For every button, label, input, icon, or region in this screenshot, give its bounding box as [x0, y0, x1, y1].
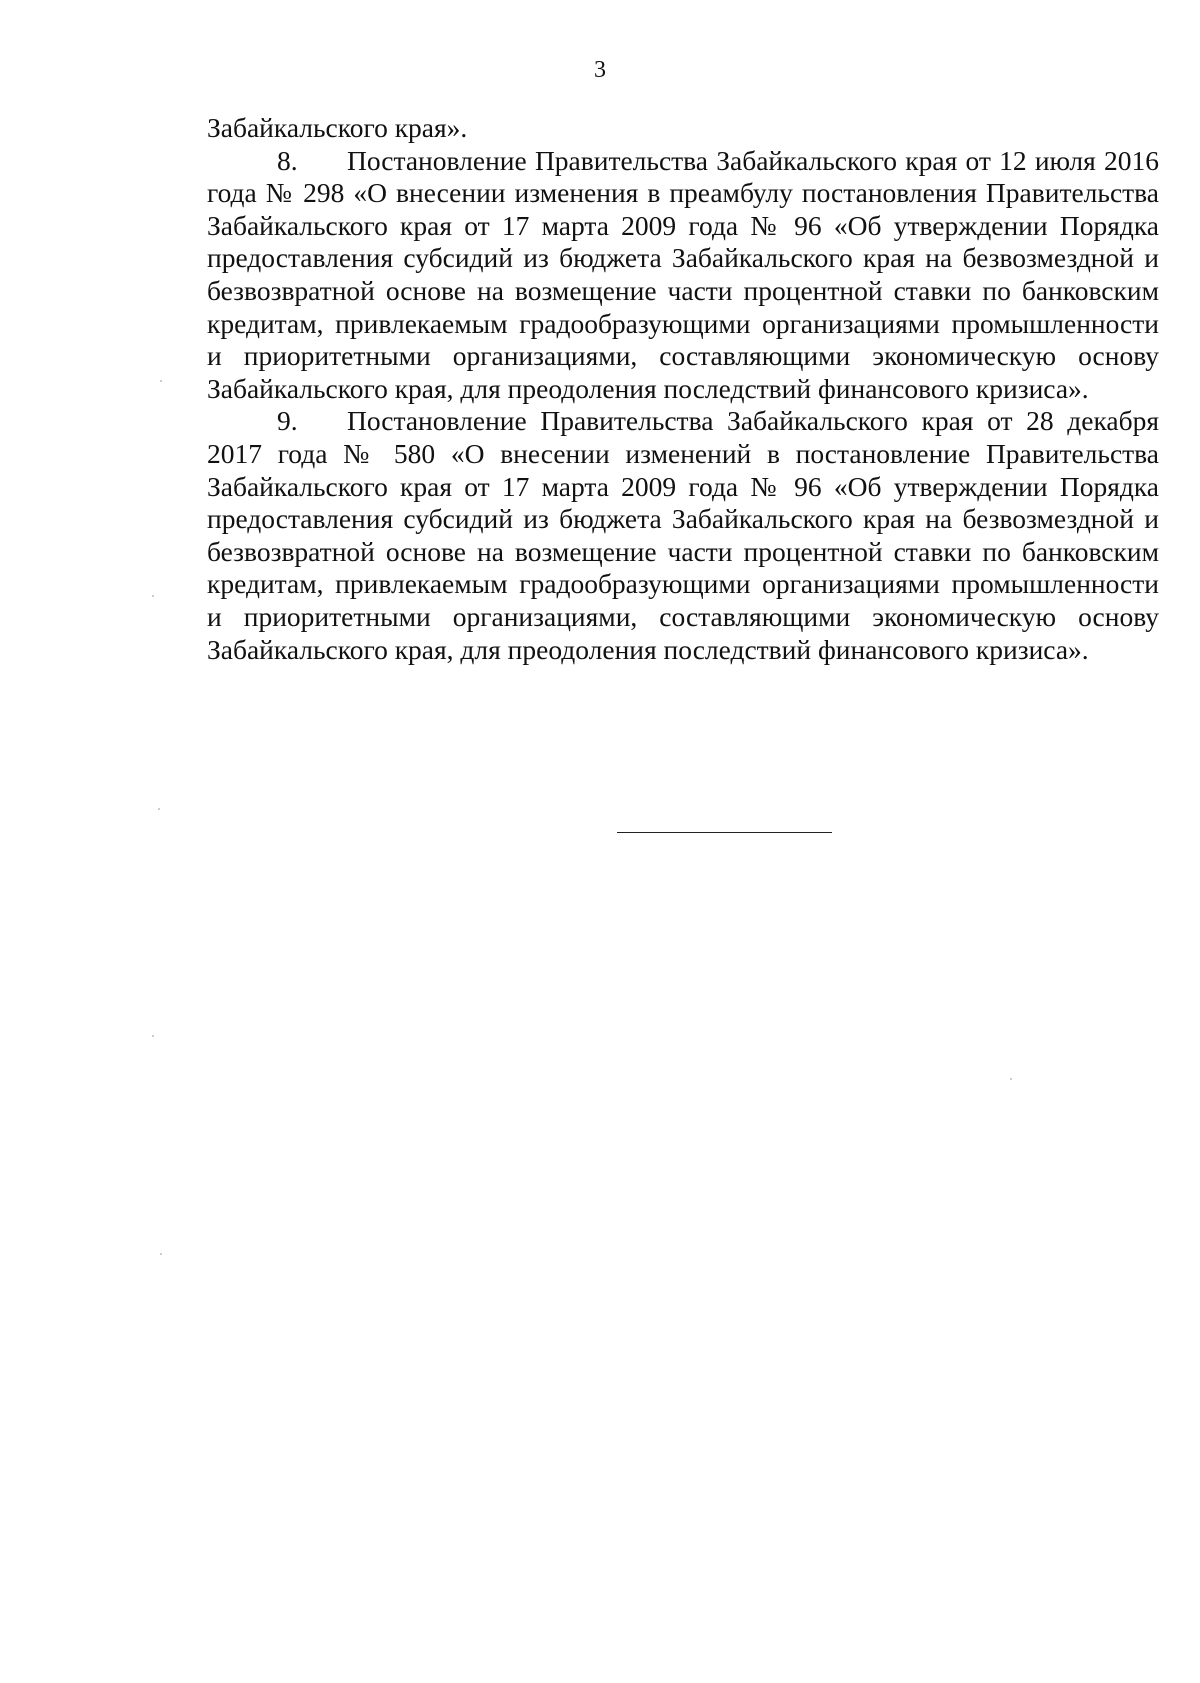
end-of-document-rule — [617, 832, 832, 833]
item-text: Постановление Правительства Забайкальского края от 28 декабря 2017 года № 580 «О внесении изменений в постановление Правительства Забайкальского края от 17 марта 2009 года № 96 «Об утверждении Порядка предоставления субсидий из бюджета Забайкальского края на безвозмездной и безвозвратной основе на возмещение части процентной ставки по банковским кредитам, привлекаемым градообразующими организациями промышленности и приоритетными организациями, составляющими экономическую основу Забайкальского края, для преодоления последствий финансового кризиса». — [207, 405, 1159, 665]
page-number: 3 — [594, 57, 606, 83]
list-item-9 — [207, 405, 1159, 666]
scan-speck — [1010, 1078, 1012, 1080]
continuation-text: Забайкальского края». — [207, 112, 468, 143]
scan-speck — [152, 595, 154, 597]
list-item-8 — [207, 145, 1159, 406]
scan-speck — [152, 1035, 154, 1037]
scan-speck — [160, 1253, 162, 1255]
scan-speck — [158, 808, 160, 810]
scan-speck — [160, 380, 162, 382]
item-number: 9. — [277, 405, 298, 437]
document-body — [207, 112, 1159, 666]
item-text: Постановление Правительства Забайкальского края от 12 июля 2016 года № 298 «О внесении изменения в преамбулу постановления Правительства Забайкальского края от 17 марта 2009 года № 96 «Об утверждении Порядка предоставления субсидий из бюджета Забайкальского края на безвозмездной и безвозвратной основе на возмещение части процентной ставки по банковским кредитам, привлекаемым градообразующими организациями промышленности и приоритетными организациями, составляющими экономическую основу Забайкальского края, для преодоления последствий финансового кризиса». — [207, 144, 1159, 404]
item-number: 8. — [277, 144, 298, 176]
